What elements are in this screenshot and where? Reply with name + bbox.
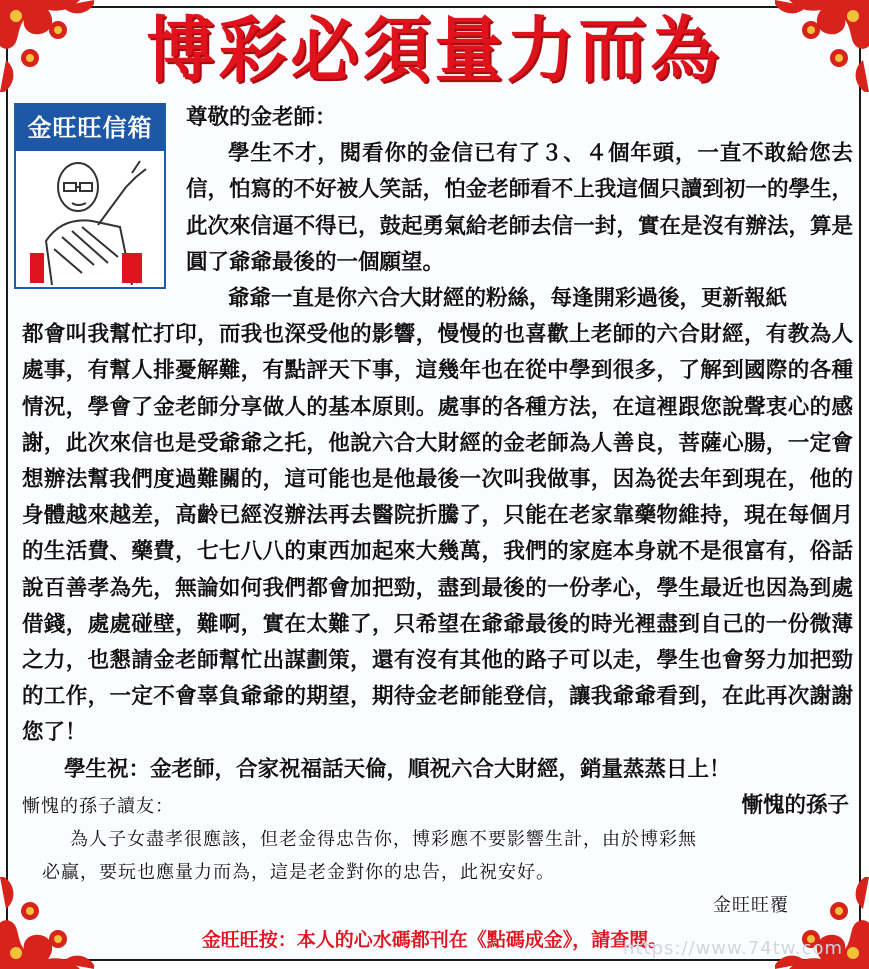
reply-section — [22, 790, 849, 922]
letter-paragraph: 學生不才，閱看你的金信已有了３、４個年頭，一直不敢給您去信，怕寫的不好被人笑話，怕金老師看不上我這個只讀到初一的學生，此次來信逼不得已，鼓起勇氣給老師去信一封，實在是沒有辦法，算是圓了爺爺最後的一個願望。 — [186, 141, 853, 275]
column-logo-label: 金旺旺信箱 — [16, 105, 164, 151]
corner-ornament-icon — [0, 0, 120, 110]
corner-ornament-icon — [749, 0, 869, 110]
reply-body: 為人子女盡孝很應該，但老金得忠告你，博彩應不要影響生計，由於博彩無 — [70, 829, 697, 850]
reply-body: 必贏，要玩也應量力而為，這是老金對你的忠告，此祝安好。 — [42, 862, 555, 883]
letter-greeting: 尊敬的金老師： — [186, 105, 337, 130]
reply-salutation: 慚愧的孫子讀友： — [22, 796, 174, 817]
letter-body — [22, 100, 853, 824]
watermark: https://www.74tw.com — [623, 938, 843, 959]
reply-signature: 金旺旺覆 — [713, 895, 789, 916]
letter-paragraph: 爺爺一直是你六合大財經的粉絲，每逢開彩過後，更新報紙 — [228, 286, 788, 312]
letter-closing: 學生祝：金老師，合家祝福話天倫，順祝六合大財經，銷量蒸蒸日上！ — [64, 756, 731, 782]
editor-note: 金旺旺按：本人的心水碼都刊在《點碼成金》，請查閱。 — [201, 929, 668, 951]
page-title: 博彩必須量力而為 — [146, 10, 723, 93]
letter-signature: 慚愧的孫子 — [741, 792, 849, 818]
letter-paragraph: 都會叫我幫忙打印，而我也深受他的影響，慢慢的也喜歡上老師的六合財經，有教為人處事，有幫人排憂解難，有點評天下事，這幾年也在從中學到很多，了解到國際的各種情況，學會了金老師分享做人的基本原則。處事的各種方法，在這裡跟您說聲衷心的感謝，此次來信也是受爺爺之托，他說六合大財經的金老師為人善良，菩薩心腸，一定會想辦法幫我們度過難關的，這可能也是他最後一次叫我做事，因為從去年到現在，他的身體越來越差，高齡已經沒辦法再去醫院折騰了，只能在老家靠藥物維持，現在每個月的生活費、藥費，七七八八的東西加起來大幾萬，我們的家庭本身就不是很富有，俗話說百善孝為先，無論如何我們都會加把勁，盡到最後的一份孝心，學生最近也因為到處借錢，處處碰壁，難啊，實在太難了，只希望在爺爺最後的時光裡盡到自己的一份微薄之力，也懇請金老師幫忙出謀劃策，還有沒有其他的路子可以走，學生也會努力加把勁的工作，一定不會辜負爺爺的期望，期待金老師能登信，讓我爺爺看到，在此再次謝謝您了！ — [22, 322, 853, 746]
